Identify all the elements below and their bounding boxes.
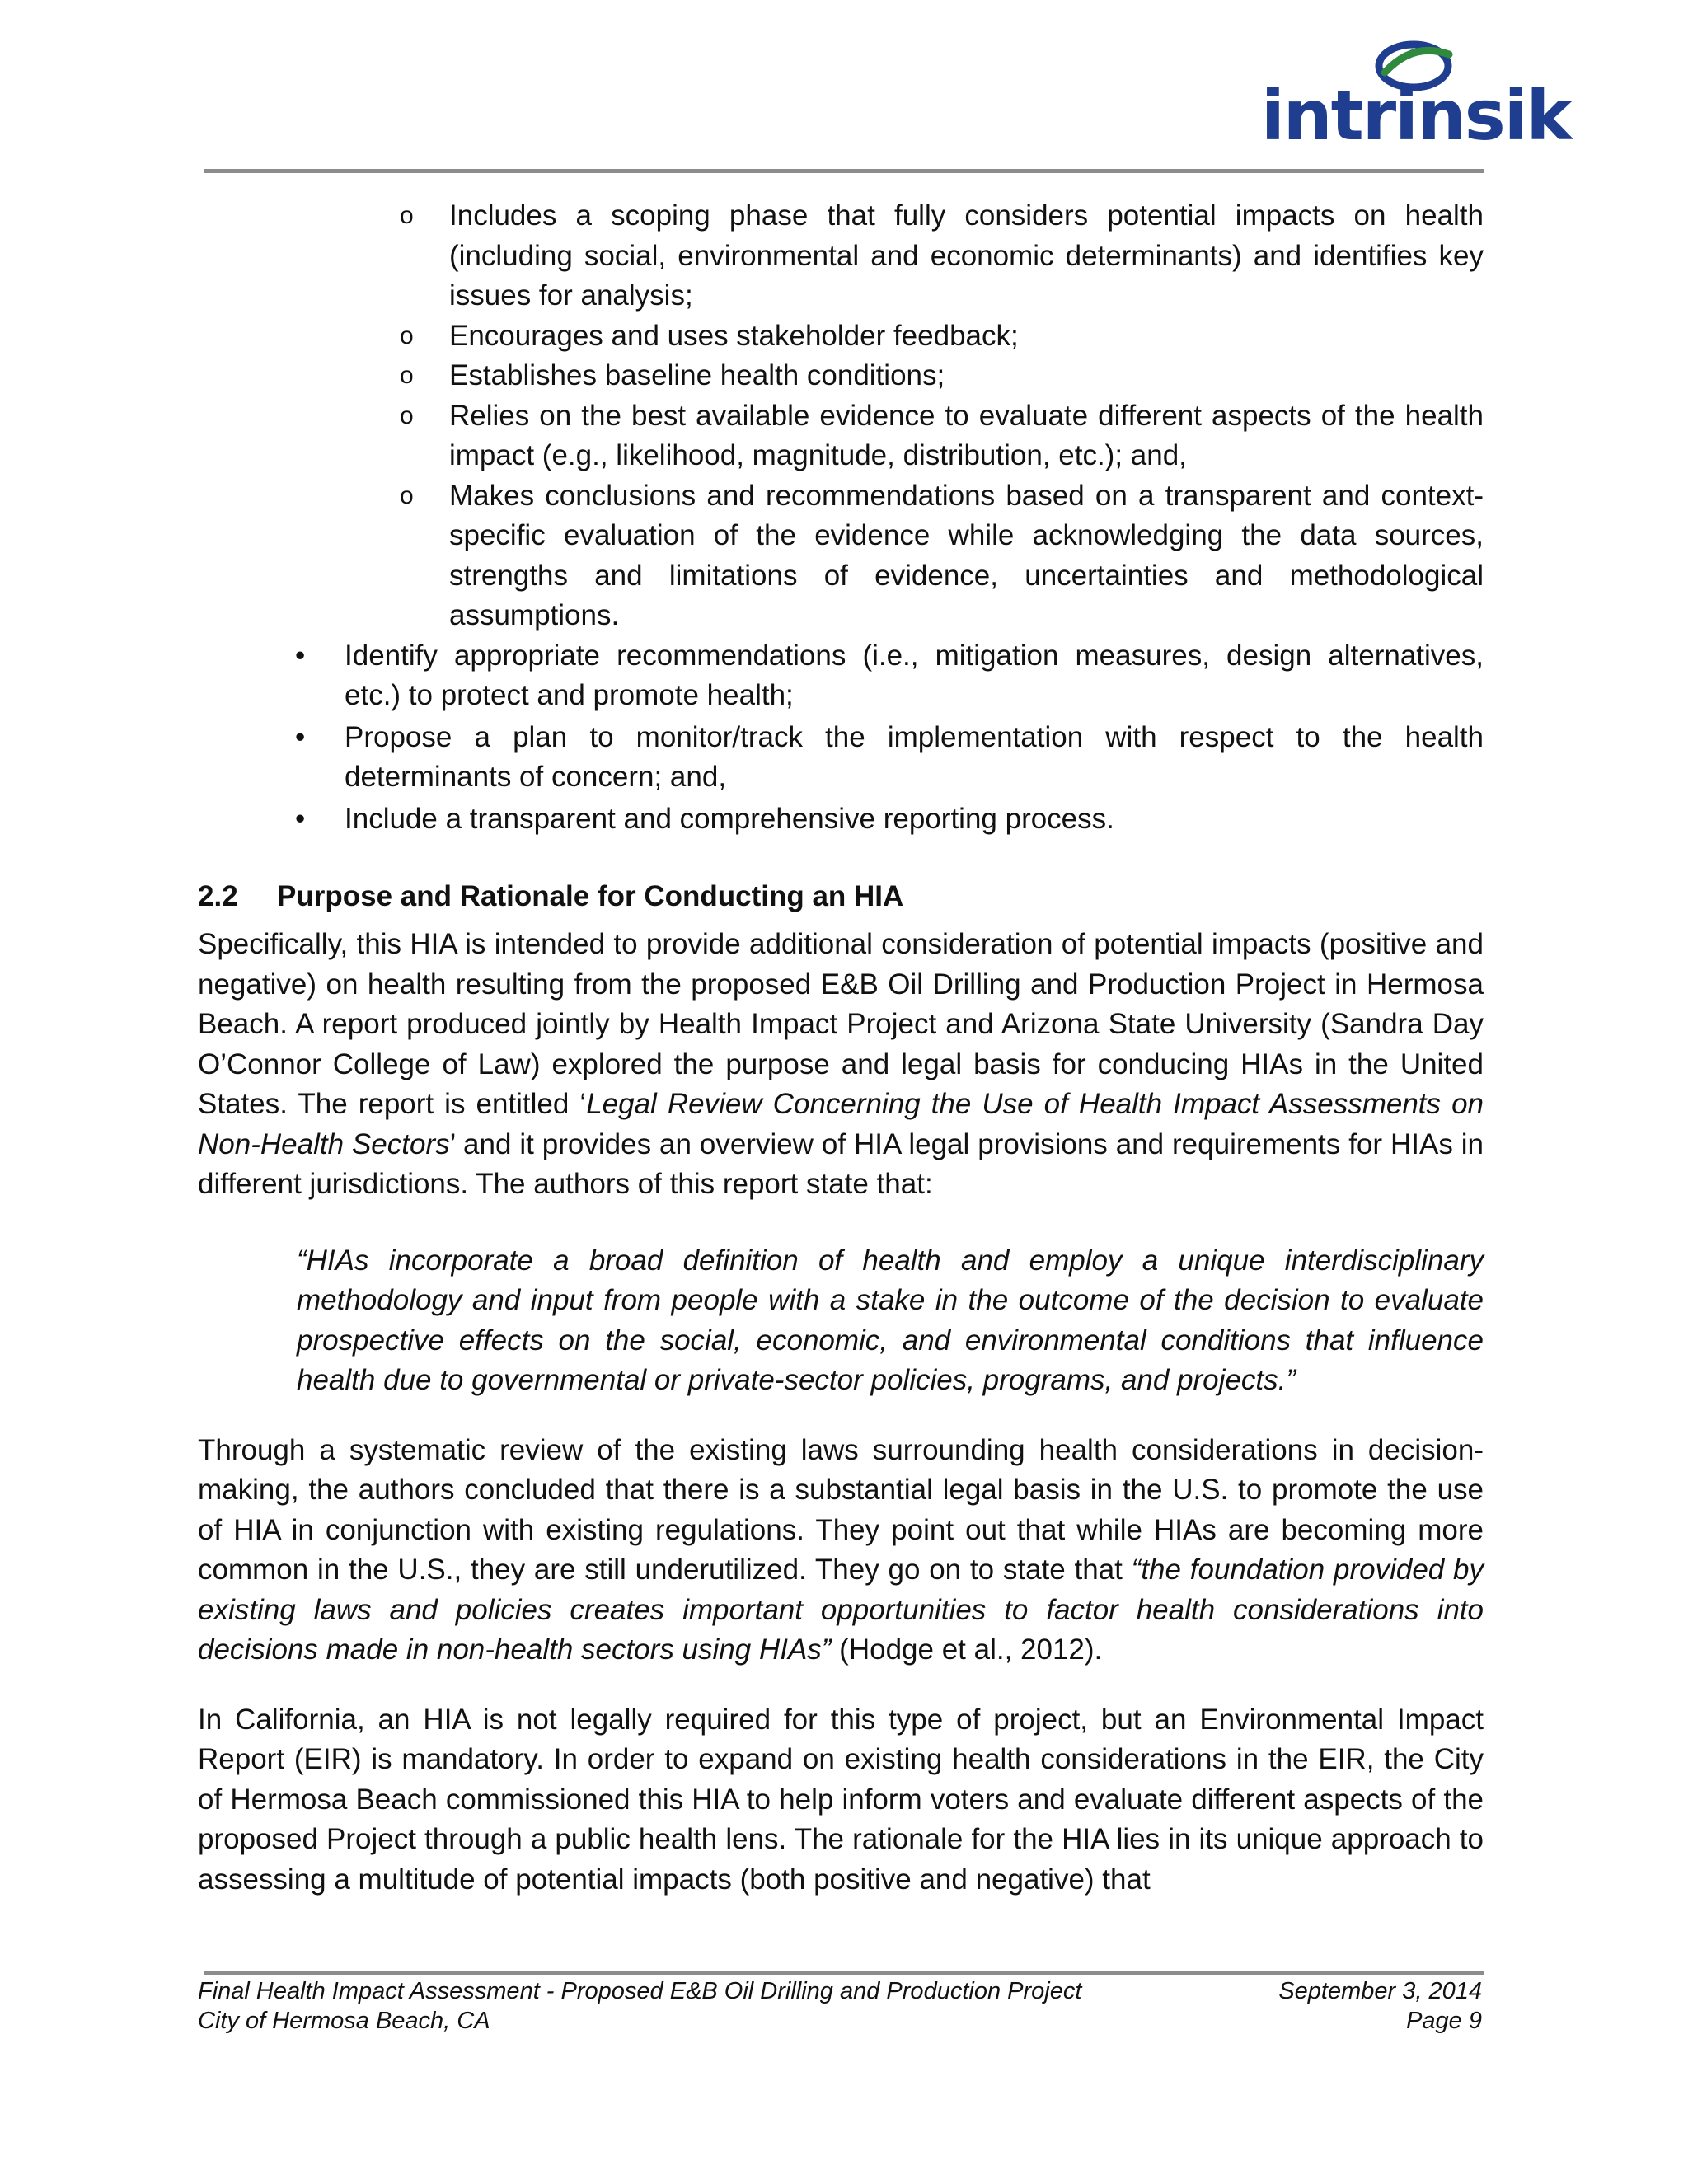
sub-bullet-marker: o bbox=[400, 481, 414, 509]
bullet-marker: • bbox=[295, 639, 306, 672]
paragraph-legal-review: Through a systematic review of the existing laws surrounding health considerations in decision-making, the authors concluded that there is a substantial legal basis in the U.S. to promote the use of HIA in conjunction with existing regulations. They point out that while HIAs are becoming more common in the U.S., they are still underutilized. They go on to state that “the foundation provided by existing laws and policies creates important opportunities to factor health considerations into decisions made in non-health sectors using HIAs” (Hodge et al., 2012). bbox=[198, 1433, 1484, 1666]
list-item: • Identify appropriate recommendations (i.e., mitigation measures, design alternatives, etc.) to protect and promote health; bbox=[345, 636, 1484, 716]
footer-date: September 3, 2014 bbox=[1278, 1978, 1482, 2004]
list-item: o Relies on the best available evidence to evaluate different aspects of the health impact (e.g., likelihood, magnitude, distribution, etc.); and, bbox=[449, 396, 1484, 476]
sub-bullet-marker: o bbox=[400, 401, 414, 429]
sub-bullet-marker: o bbox=[400, 362, 414, 389]
block-quote: “HIAs incorporate a broad definition of health and employ a unique interdisciplinary methodology and input from people with a stake in the outcome of the decision to evaluate prospective effects on the social, economic, and environmental conditions that influence health due to governmental or private-sector policies, programs, and projects.” bbox=[297, 1244, 1484, 1396]
list-item: o Includes a scoping phase that fully considers potential impacts on health (including social, environmental and economic determinants) and identifies key issues for analysis; bbox=[449, 196, 1484, 316]
list-item: o Establishes baseline health conditions; bbox=[449, 356, 1484, 396]
bullet-marker: • bbox=[295, 720, 306, 753]
quoted-text: “the foundation provided by existing laws and policies creates important opportunities to factor health considerations into decisions made in non-health sectors using HIAs” bbox=[198, 1554, 1484, 1666]
logo-wordmark: intrinsik bbox=[1261, 75, 1571, 156]
report-title: Legal Review Concerning the Use of Health Impact Assessments on Non-Health Sectors bbox=[198, 1088, 1484, 1160]
paragraph-california: In California, an HIA is not legally required for this type of project, but an Environmental Impact Report (EIR) is mandatory. In order to expand on existing health considerations in the EIR, the City of Hermosa Beach commissioned this HIA to help inform voters and evaluate different aspects of the proposed Project through a public health lens. The rationale for the HIA lies in its unique approach to assessing a multitude of potential impacts (both positive and negative) that bbox=[198, 1703, 1484, 1896]
list-item: o Makes conclusions and recommendations based on a transparent and context-specific evaluation of the evidence while acknowledging the data sources, strengths and limitations of evidence, uncertainties and methodological assumptions. bbox=[449, 476, 1484, 636]
bullet-marker: • bbox=[295, 802, 306, 835]
list-item: o Encourages and uses stakeholder feedback; bbox=[449, 316, 1484, 357]
paragraph-purpose: Specifically, this HIA is intended to provide additional consideration of potential impacts (positive and negative) on health resulting from the proposed E&B Oil Drilling and Production Project in Hermosa Beach. A report produced jointly by Health Impact Project and Arizona State University (Sandra Day O’Connor College of Law) explored the purpose and legal basis for conducing HIAs in the United States. The report is entitled ‘Legal Review Concerning the Use of Health Impact Assessments on Non-Health Sectors’ and it provides an overview of HIA legal provisions and requirements for HIAs in different jurisdictions. The authors of this report state that: bbox=[198, 928, 1484, 1200]
sub-bullet-marker: o bbox=[400, 202, 414, 229]
document-body bbox=[198, 196, 1484, 1900]
list-item: • Include a transparent and comprehensive reporting process. bbox=[345, 799, 1484, 840]
header-rule bbox=[204, 169, 1484, 173]
page-footer bbox=[198, 1976, 1482, 2036]
section-heading bbox=[198, 877, 1484, 916]
footer-document-title: Final Health Impact Assessment - Proposed E&B Oil Drilling and Production Project bbox=[198, 1978, 1082, 2004]
list-item: • Propose a plan to monitor/track the implementation with respect to the health determinants of concern; and, bbox=[345, 718, 1484, 798]
footer-page-number: Page 9 bbox=[1406, 2008, 1482, 2034]
section-number: 2.2 bbox=[198, 880, 238, 912]
company-logo bbox=[1261, 33, 1571, 156]
footer-rule bbox=[204, 1971, 1484, 1975]
footer-location: City of Hermosa Beach, CA bbox=[198, 2008, 490, 2034]
sub-bullet-marker: o bbox=[400, 321, 414, 349]
section-title: Purpose and Rationale for Conducting an HIA bbox=[277, 880, 904, 912]
main-bullet-list bbox=[198, 636, 1484, 840]
sub-bullet-list bbox=[198, 196, 1484, 636]
